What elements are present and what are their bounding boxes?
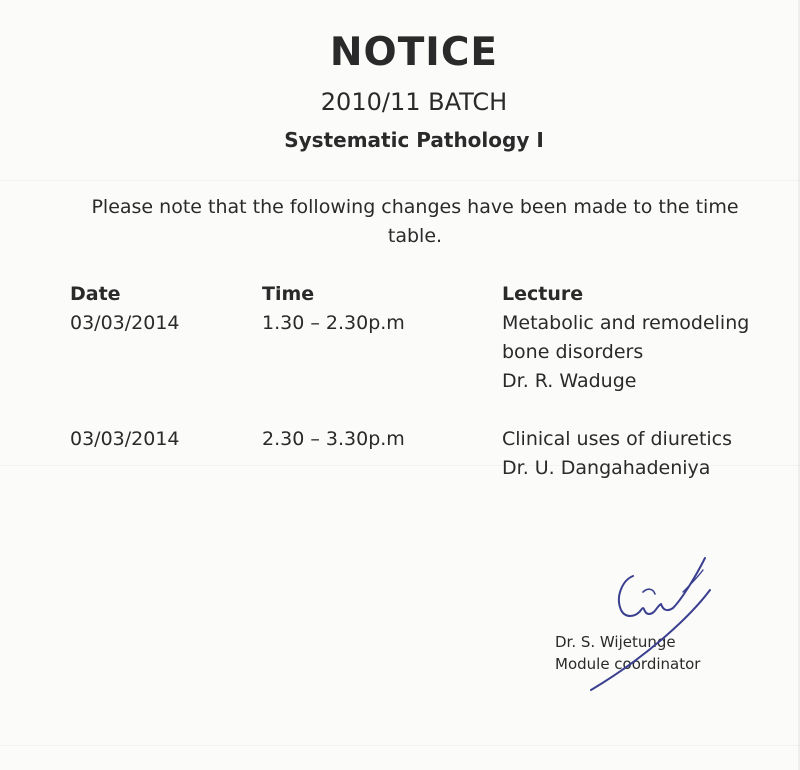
header-date: Date [70,283,121,305]
row-1-lecture-title-line-1: Metabolic and remodeling [502,312,750,334]
row-1-lecturer: Dr. R. Waduge [502,370,637,392]
row-2-lecture-title: Clinical uses of diuretics [502,428,733,450]
signatory-name: Dr. S. Wijetunge [555,633,676,651]
batch-heading: 2010/11 BATCH [320,88,508,116]
signatory-role: Module coordinator [555,655,701,673]
handwritten-signature [585,548,725,693]
subject-heading: Systematic Pathology I [284,128,544,152]
row-1-date: 03/03/2014 [70,312,180,334]
row-1-lecture-title-line-2: bone disorders [502,341,644,363]
row-2-lecturer: Dr. U. Dangahadeniya [502,457,711,479]
intro-paragraph: Please note that the following changes have been made to the time table. [91,196,739,247]
row-2-time: 2.30 – 3.30p.m [262,428,405,450]
notice-title: NOTICE [329,30,499,75]
header-time: Time [262,283,315,305]
row-1-lecture [502,309,749,396]
row-2-lecture [502,425,732,483]
header-lecture: Lecture [502,283,584,305]
scan-artifact-line [0,180,800,181]
row-1-time: 1.30 – 2.30p.m [262,312,405,334]
scan-artifact-line [0,745,800,746]
row-2-date: 03/03/2014 [70,428,180,450]
